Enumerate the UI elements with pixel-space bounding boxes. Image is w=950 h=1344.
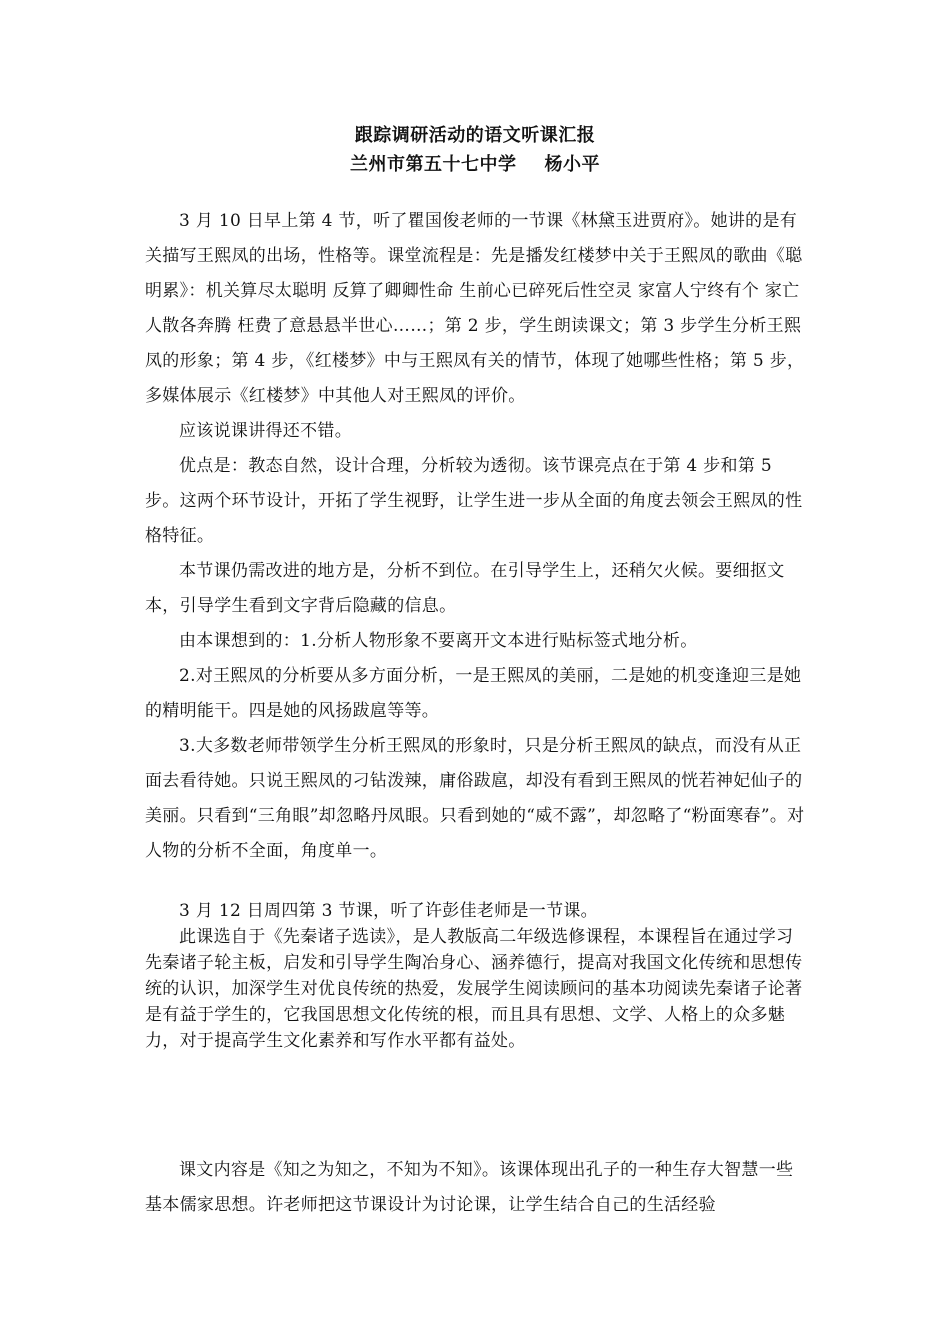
document-title: 跟踪调研活动的语文听课汇报 xyxy=(354,125,596,146)
paragraph-lesson1-overview: 3 月 10 日早上第 4 节，听了瞿国俊老师的一节课《林黛玉进贾府》。她讲的是有关描写王熙凤的出场，性格等。课堂流程是：先是播发红楼梦中关于王熙凤的歌曲《聪明累》：机关算尽太聪明 反算了卿卿性命 生前心已碎死后性空灵 家富人宁终有个 家亡人散各奔腾 枉费了意悬悬半世心……；第 2 步，学生朗读课文；第 3 步学生分析王熙凤的形象；第 4 步，《红楼梦》中与王熙凤有关的情节，体现了她哪些性格；第 5 步，多媒体展示《红楼梦》中其他人对王熙凤的评价。 xyxy=(145,211,805,406)
report-body-part3 xyxy=(145,1153,810,1223)
paragraph-lesson1-improvements: 本节课仍需改进的地方是，分析不到位。在引导学生上，还稍欠火候。要细抠文本，引导学生看到文字背后隐藏的信息。 xyxy=(145,561,785,616)
paragraph-reflection-3: 3.大多数老师带领学生分析王熙凤的形象时，只是分析王熙凤的缺点，而没有从正面去看待她。只说王熙凤的刁钻泼辣，庸俗跋扈，却没有看到王熙凤的恍若神妃仙子的美丽。只看到“三角眼”却忽略丹凤眼。只看到她的“威不露”，却忽略了“粉面寒春”。对人物的分析不全面，角度单一。 xyxy=(145,736,805,861)
report-body-part1 xyxy=(145,204,810,869)
paragraph-lesson2-intro: 3 月 12 日周四第 3 节课，听了许彭佳老师是一节课。 xyxy=(179,901,598,921)
paragraph-reflection-2: 2.对王熙凤的分析要从多方面分析，一是王熙凤的美丽，二是她的机变逢迎三是她的精明能干。四是她的风扬跋扈等等。 xyxy=(145,666,802,721)
author-name: 杨小平 xyxy=(544,154,600,175)
paragraph-lesson1-assessment: 应该说课讲得还不错。 xyxy=(179,421,352,441)
paragraph-lesson1-strengths: 优点是：教态自然，设计合理，分析较为透彻。该节课亮点在于第 4 步和第 5 步。这两个环节设计，开拓了学生视野，让学生进一步从全面的角度去领会王熙凤的性格特征。 xyxy=(145,456,803,546)
document-byline xyxy=(0,153,950,177)
paragraph-lesson2-course: 此课选自于《先秦诸子选读》，是人教版高二年级选修课程，本课程旨在通过学习先秦诸子轮主板，启发和引导学生陶冶身心、涵养德行，提高对我国文化传统和思想传统的认识，加深学生对优良传统的热爱，发展学生阅读顾问的基本功阅读先秦诸子论著是有益于学生的，它我国思想文化传统的根，而且具有思想、文学、人格上的众多魅力，对于提高学生文化素养和写作水平都有益处。 xyxy=(145,927,803,1051)
school-name: 兰州市第五十七中学 xyxy=(350,154,517,175)
report-body-part2 xyxy=(145,898,810,1054)
paragraph-lesson2-content: 课文内容是《知之为知之，不知为不知》。该课体现出孔子的一种生存大智慧一些基本儒家思想。许老师把这节课设计为讨论课，让学生结合自己的生活经验 xyxy=(145,1160,794,1215)
paragraph-reflection-1: 由本课想到的：1.分析人物形象不要离开文本进行贴标签式地分析。 xyxy=(179,631,698,651)
